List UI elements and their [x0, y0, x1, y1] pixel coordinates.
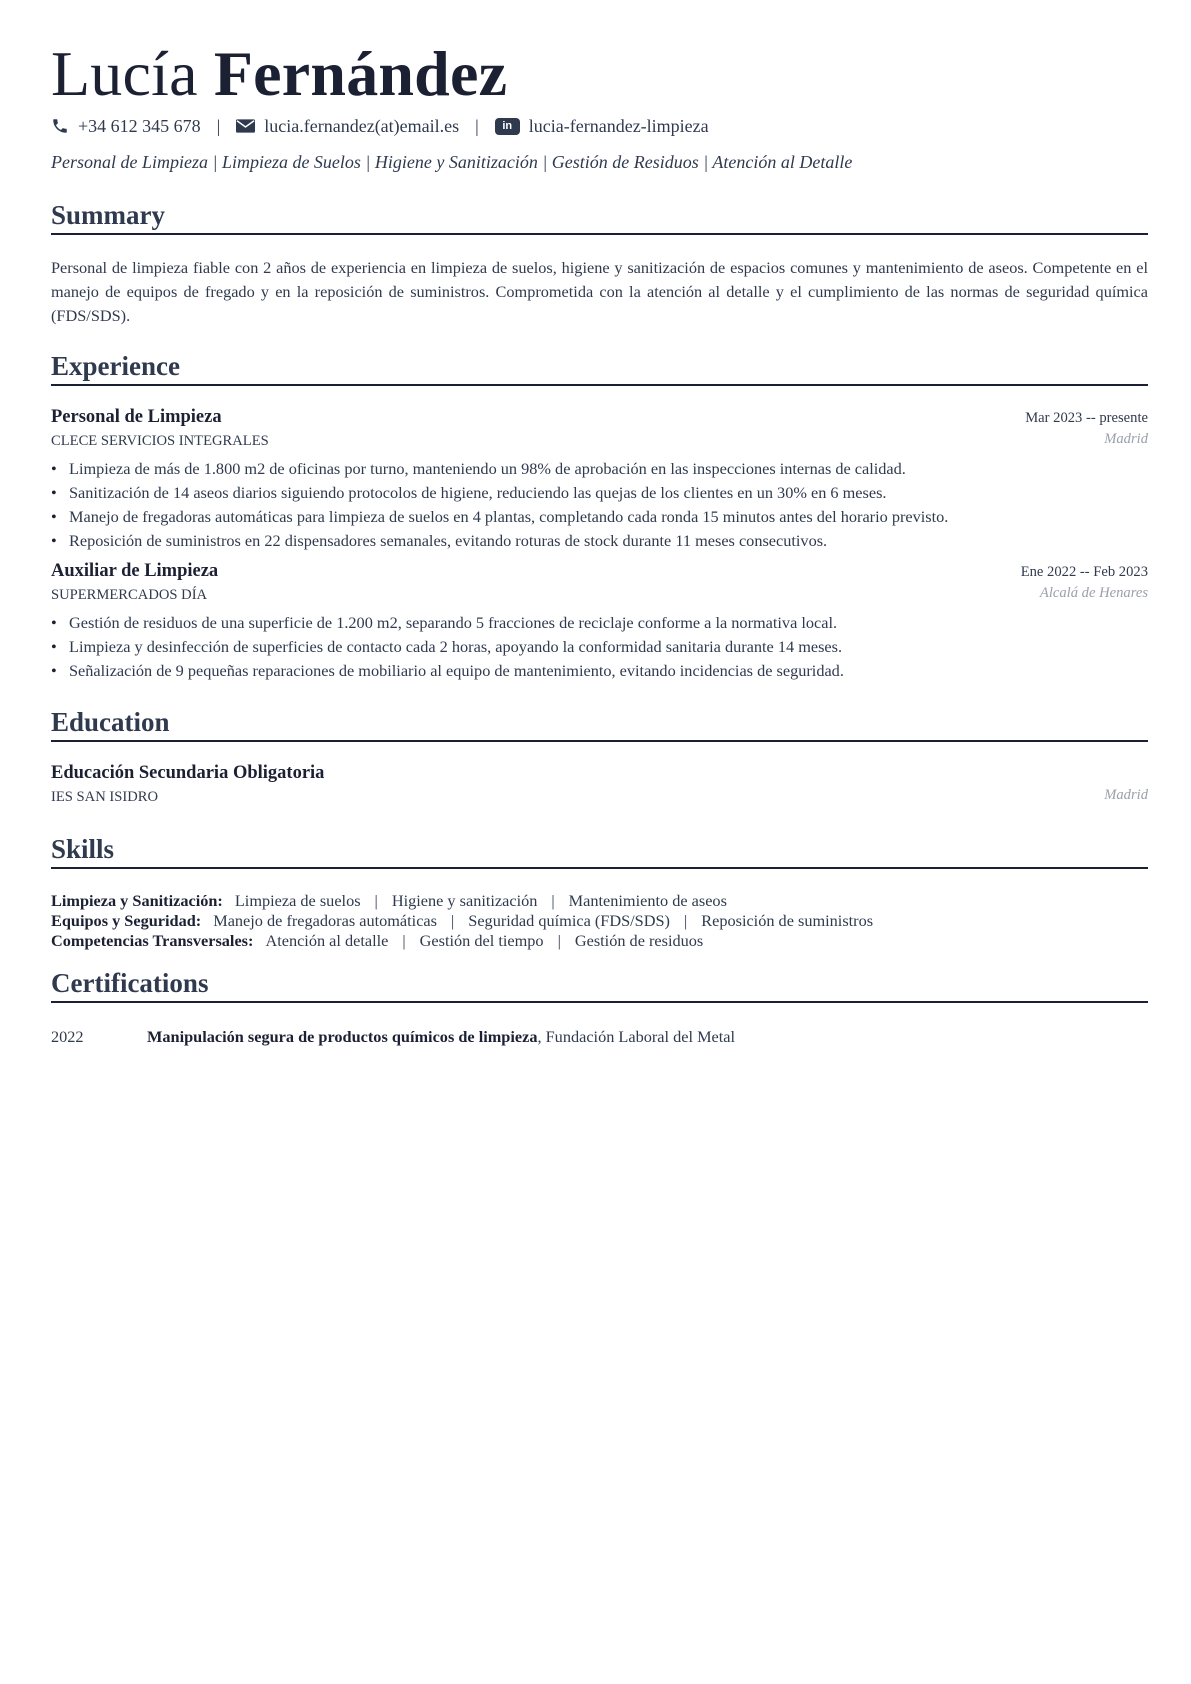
skill-category: Equipos y Seguridad:: [51, 911, 202, 930]
skill-item: Atención al detalle: [265, 931, 389, 950]
separator: |: [475, 116, 479, 136]
linkedin-text: lucia-fernandez-limpieza: [528, 116, 709, 136]
skill-category: Competencias Transversales:: [51, 931, 254, 950]
job-location: Madrid: [1104, 431, 1148, 447]
section-divider: [51, 233, 1148, 235]
phone-icon: [51, 117, 69, 135]
candidate-name: [51, 38, 507, 110]
list-item: • Gestión de residuos de una superficie de 1.200 m2, separando 5 fracciones de reciclaje conforme a la normativa local.: [51, 611, 1148, 635]
skill-row: [51, 891, 727, 911]
separator: |: [551, 891, 555, 910]
section-title-certifications: Certifications: [51, 968, 209, 998]
skill-row: [51, 911, 873, 931]
job-bullets: [51, 457, 1148, 553]
separator: |: [216, 116, 221, 136]
skill-row: [51, 931, 703, 951]
separator: |: [451, 911, 455, 930]
separator: |: [402, 931, 406, 950]
section-divider: [51, 1001, 1148, 1003]
cert-entry: [147, 1027, 735, 1047]
section-divider: [51, 867, 1148, 869]
skill-item: Higiene y sanitización: [391, 891, 538, 910]
job-title: Auxiliar de Limpieza: [51, 561, 219, 581]
skill-item: Manejo de fregadoras automáticas: [213, 911, 437, 930]
education-location: Madrid: [1104, 787, 1148, 803]
section-divider: [51, 740, 1148, 742]
phone-text: +34 612 345 678: [78, 116, 201, 136]
job-company: CLECE SERVICIOS INTEGRALES: [51, 433, 269, 449]
email-text: lucia.fernandez(at)email.es: [264, 116, 460, 136]
skill-item: Gestión del tiempo: [419, 931, 544, 950]
cert-year: 2022: [51, 1027, 84, 1046]
last-name: Fernández: [213, 38, 508, 109]
section-title-skills: Skills: [51, 834, 115, 864]
list-item: • Sanitización de 14 aseos diarios siguiendo protocolos de higiene, reduciendo las quejas de los clientes en un 30% en 6 meses.: [51, 481, 1148, 505]
contact-linkedin[interactable]: [495, 114, 709, 138]
cert-name: Manipulación segura de productos químicos de limpieza: [147, 1027, 538, 1046]
skill-item: Mantenimiento de aseos: [568, 891, 727, 910]
separator: |: [557, 931, 561, 950]
section-divider: [51, 384, 1148, 386]
contact-email[interactable]: [236, 114, 459, 138]
first-name: Lucía: [51, 38, 198, 109]
skill-item: Reposición de suministros: [701, 911, 874, 930]
job-dates: Ene 2022 -- Feb 2023: [1020, 564, 1148, 580]
contact-phone[interactable]: [51, 114, 201, 138]
skill-item: Limpieza de suelos: [234, 891, 361, 910]
skill-item: Gestión de residuos: [574, 931, 704, 950]
job-company: SUPERMERCADOS DÍA: [51, 587, 208, 603]
job-dates: Mar 2023 -- presente: [1025, 410, 1148, 426]
summary-text: Personal de limpieza fiable con 2 años de experiencia en limpieza de suelos, higiene y sanitización de espacios comunes y mantenimiento de aseos. Competente en el manejo de equipos de fregado y en la reposición de suministros. Comprometida con la atención al detalle y el cumplimiento de las normas de seguridad química (FDS/SDS).: [51, 258, 1148, 325]
list-item: • Limpieza y desinfección de superficies de contacto cada 2 horas, apoyando la conformidad sanitaria durante 14 meses.: [51, 635, 1148, 659]
envelope-icon: [236, 119, 255, 133]
section-title-education: Education: [51, 707, 170, 737]
contact-line: [51, 114, 709, 138]
skill-item: Seguridad química (FDS/SDS): [468, 911, 670, 930]
job-location: Alcalá de Henares: [1039, 585, 1148, 601]
degree: Educación Secundaria Obligatoria: [51, 763, 325, 783]
list-item: • Reposición de suministros en 22 dispensadores semanales, evitando roturas de stock durante 11 meses consecutivos.: [51, 529, 1148, 553]
separator: |: [683, 911, 688, 930]
skill-category: Limpieza y Sanitización:: [51, 891, 223, 910]
school: IES SAN ISIDRO: [51, 789, 159, 805]
job-bullets: [51, 611, 1148, 683]
list-item: • Manejo de fregadoras automáticas para limpieza de suelos en 4 plantas, completando cada ronda 15 minutos antes del horario previsto.: [51, 505, 1148, 529]
job-title: Personal de Limpieza: [51, 407, 222, 427]
section-title-experience: Experience: [51, 351, 180, 381]
separator: |: [374, 891, 378, 910]
linkedin-icon: in: [495, 118, 520, 135]
tagline: Personal de Limpieza | Limpieza de Suelos | Higiene y Sanitización | Gestión de Residuos | Atención al Detalle: [51, 152, 853, 172]
list-item: • Limpieza de más de 1.800 m2 de oficinas por turno, manteniendo un 98% de aprobación en las inspecciones internas de calidad.: [51, 457, 1148, 481]
list-item: • Señalización de 9 pequeñas reparaciones de mobiliario al equipo de mantenimiento, evitando incidencias de seguridad.: [51, 659, 1148, 683]
section-title-summary: Summary: [51, 200, 165, 230]
cert-issuer: , Fundación Laboral del Metal: [537, 1027, 736, 1046]
